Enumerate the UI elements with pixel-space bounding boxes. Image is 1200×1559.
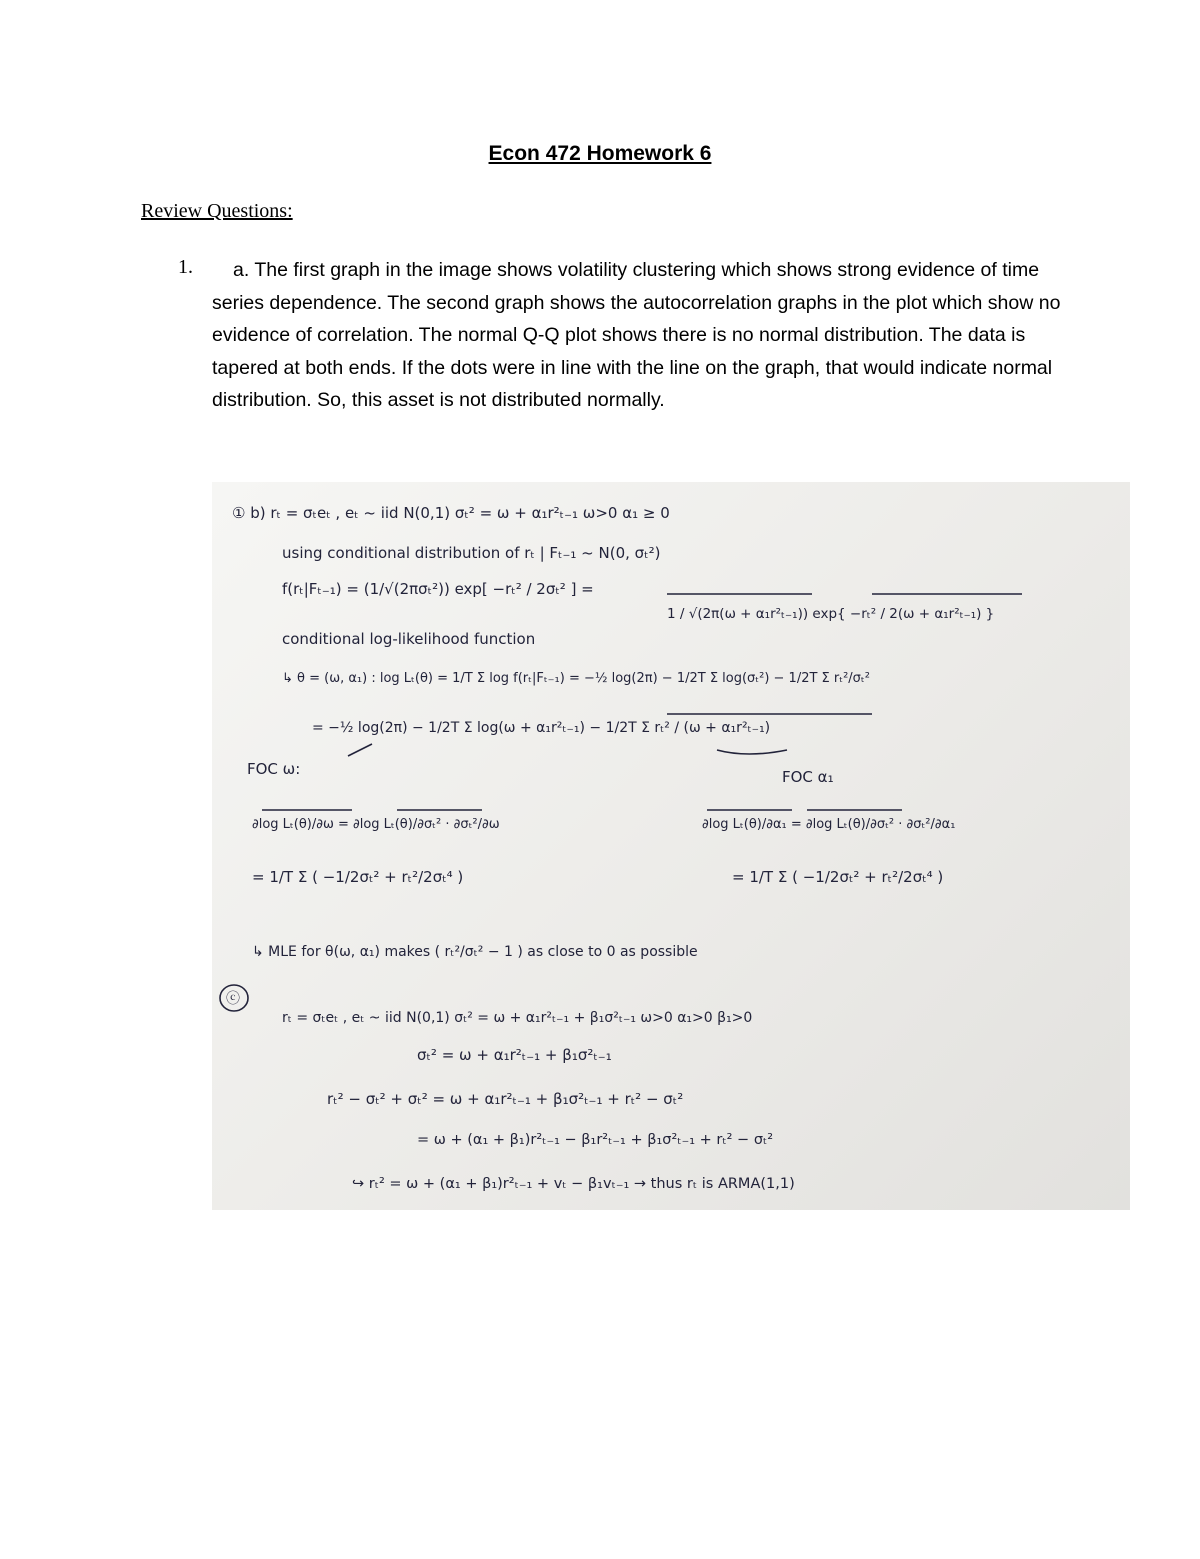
note-line-8b: ∂log Lₜ(θ)/∂α₁ = ∂log Lₜ(θ)/∂σₜ² · ∂σₜ²/∂α₁ <box>702 817 956 832</box>
note-line-9b: = 1/T Σ ( −1/2σₜ² + rₜ²/2σₜ⁴ ) <box>732 868 944 886</box>
section-heading: Review Questions: <box>141 200 293 222</box>
answer-paragraph <box>212 254 1082 417</box>
note-line-4: conditional log-likelihood function <box>282 630 536 648</box>
note-line-7b: FOC α₁ <box>782 768 834 786</box>
note-line-9: = 1/T Σ ( −1/2σₜ² + rₜ²/2σₜ⁴ ) <box>252 868 464 886</box>
note-line-5: ↳ θ = (ω, α₁) : log Lₜ(θ) = 1/T Σ log f(rₜ|Fₜ₋₁) = −½ log(2π) − 1/2T Σ log(σₜ²) − 1/2T Σ rₜ²/σₜ² <box>282 671 870 686</box>
handwritten-notes-photo <box>212 482 1130 1210</box>
note-line-3: f(rₜ|Fₜ₋₁) = (1/√(2πσₜ²)) exp[ −rₜ² / 2σₜ² ] = <box>282 580 594 598</box>
note-line-2: using conditional distribution of rₜ | Fₜ₋₁ ~ N(0, σₜ²) <box>282 544 661 562</box>
document-title: Econ 472 Homework 6 <box>488 142 712 165</box>
handwritten-notes-drawing <box>212 482 1130 1210</box>
answer-text: The first graph in the image shows volatility clustering which shows strong evidence of time series dependence. The second graph shows the autocorrelation graphs in the plot which show no evidence of correlation. The normal Q-Q plot shows there is no normal distribution. The data is tapered at both ends. If the dots were in line with the line on the graph, that would indicate normal distribution. So, this asset is not distributed normally. <box>212 259 1061 411</box>
note-line-1: ① b) rₜ = σₜeₜ , eₜ ~ iid N(0,1) σₜ² = ω + α₁r²ₜ₋₁ ω>0 α₁ ≥ 0 <box>232 504 670 522</box>
note-line-8: ∂log Lₜ(θ)/∂ω = ∂log Lₜ(θ)/∂σₜ² · ∂σₜ²/∂ω <box>252 817 500 832</box>
note-line-16: ↪ rₜ² = ω + (α₁ + β₁)r²ₜ₋₁ + vₜ − β₁vₜ₋₁ → thus rₜ is ARMA(1,1) <box>352 1176 795 1192</box>
note-line-7: FOC ω: <box>247 760 301 778</box>
note-line-13: σₜ² = ω + α₁r²ₜ₋₁ + β₁σ²ₜ₋₁ <box>417 1046 612 1064</box>
note-line-10: ↳ MLE for θ(ω, α₁) makes ( rₜ²/σₜ² − 1 ) as close to 0 as possible <box>252 944 698 960</box>
note-line-14: rₜ² − σₜ² + σₜ² = ω + α₁r²ₜ₋₁ + β₁σ²ₜ₋₁ + rₜ² − σₜ² <box>327 1090 684 1108</box>
note-line-6: = −½ log(2π) − 1/2T Σ log(ω + α₁r²ₜ₋₁) − 1/2T Σ rₜ² / (ω + α₁r²ₜ₋₁) <box>312 720 771 736</box>
note-line-12: rₜ = σₜeₜ , eₜ ~ iid N(0,1) σₜ² = ω + α₁r²ₜ₋₁ + β₁σ²ₜ₋₁ ω>0 α₁>0 β₁>0 <box>282 1010 753 1026</box>
question-number: 1. <box>178 256 193 278</box>
note-line-3b: 1 / √(2π(ω + α₁r²ₜ₋₁)) exp{ −rₜ² / 2(ω + α₁r²ₜ₋₁) } <box>667 606 995 622</box>
note-line-11: ⓒ <box>226 991 240 1007</box>
note-line-15: = ω + (α₁ + β₁)r²ₜ₋₁ − β₁r²ₜ₋₁ + β₁σ²ₜ₋₁ + rₜ² − σₜ² <box>417 1132 774 1148</box>
question-letter: a. <box>233 259 250 281</box>
